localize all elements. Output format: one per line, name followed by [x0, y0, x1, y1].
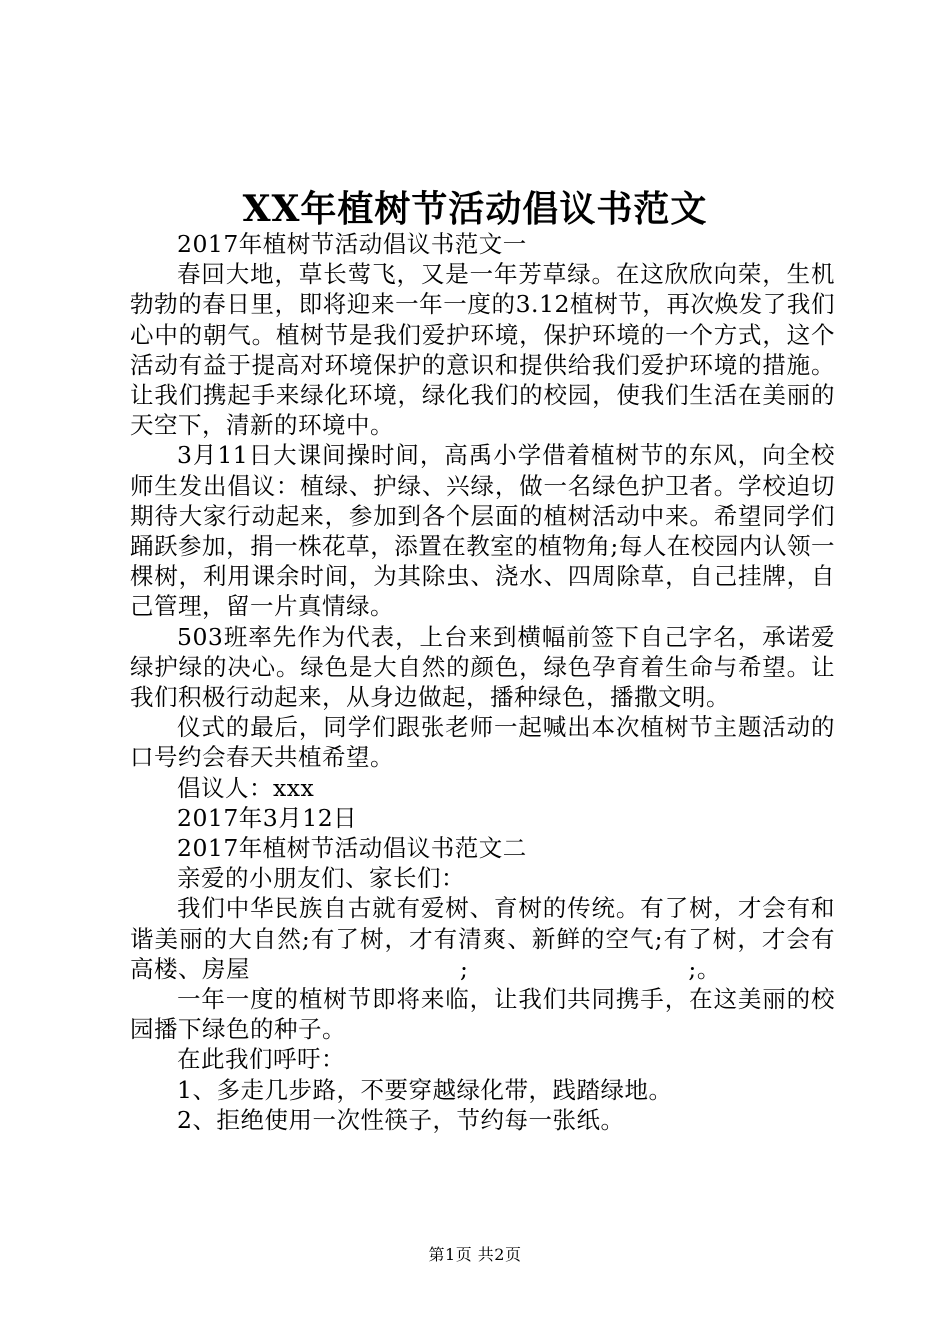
signature-line: 倡议人：xxx	[177, 773, 315, 802]
paragraph-class-503: 503班率先作为代表，上台来到横幅前签下自己字名，承诺爱绿护绿的决心。绿色是大自然的颜色，绿色孕育着生命与希望。让我们积极行动起来，从身边做起，播种绿色，播撒文明。	[130, 622, 835, 712]
paragraph-intro: 春回大地，草长莺飞，又是一年芳草绿。在这欣欣向荣，生机勃勃的春日里，即将迎来一年一度的3.12植树节，再次焕发了我们心中的朝气。植树节是我们爱护环境，保护环境的一个方式，这个活动有益于提高对环境保护的意识和提供给我们爱护环境的措施。让我们携起手来绿化环境，绿化我们的校园，使我们生活在美丽的天空下，清新的环境中。	[130, 260, 835, 440]
salutation: 亲爱的小朋友们、家长们：	[177, 864, 465, 893]
date-line: 2017年3月12日	[177, 803, 358, 832]
section-heading-two: 2017年植树节活动倡议书范文二	[177, 834, 527, 863]
paragraph-initiative: 3月11日大课间操时间，高禹小学借着植树节的东风，向全校师生发出倡议：植绿、护绿、兴绿，做一名绿色护卫者。学校迫切期待大家行动起来，参加到各个层面的植树活动中来。希望同学们踊跃参加，捐一株花草，添置在教室的植物角;每人在校园内认领一棵树，利用课余时间，为其除虫、浇水、四周除草，自己挂牌，自己管理，留一片真情绿。	[130, 441, 835, 621]
list-item-1: 1、多走几步路，不要穿越绿化带，践踏绿地。	[177, 1075, 673, 1104]
paragraph-call: 在此我们呼吁：	[177, 1045, 345, 1074]
trailing-mark-1: ;	[460, 954, 469, 983]
list-item-2: 2、拒绝使用一次性筷子，节约每一张纸。	[177, 1105, 625, 1134]
paragraph-tradition-text: 我们中华民族自古就有爱树、育树的传统。有了树，才会有和谐美丽的大自然;有了树，才有清爽、新鲜的空气;有了树，才会有高楼、房屋	[130, 894, 835, 983]
section-heading-one: 2017年植树节活动倡议书范文一	[177, 230, 527, 258]
document-title: XX年植树节活动倡议书范文	[242, 188, 708, 230]
paragraph-tradition	[130, 893, 835, 984]
page-footer: 第1页 共2页	[428, 1245, 522, 1264]
paragraph-upcoming: 一年一度的植树节即将来临，让我们共同携手，在这美丽的校园播下绿色的种子。	[130, 985, 835, 1044]
paragraph-ceremony: 仪式的最后，同学们跟张老师一起喊出本次植树节主题活动的口号约会春天共植希望。	[130, 713, 835, 772]
document-body	[130, 229, 835, 1135]
trailing-mark-2: ;。	[688, 954, 721, 983]
